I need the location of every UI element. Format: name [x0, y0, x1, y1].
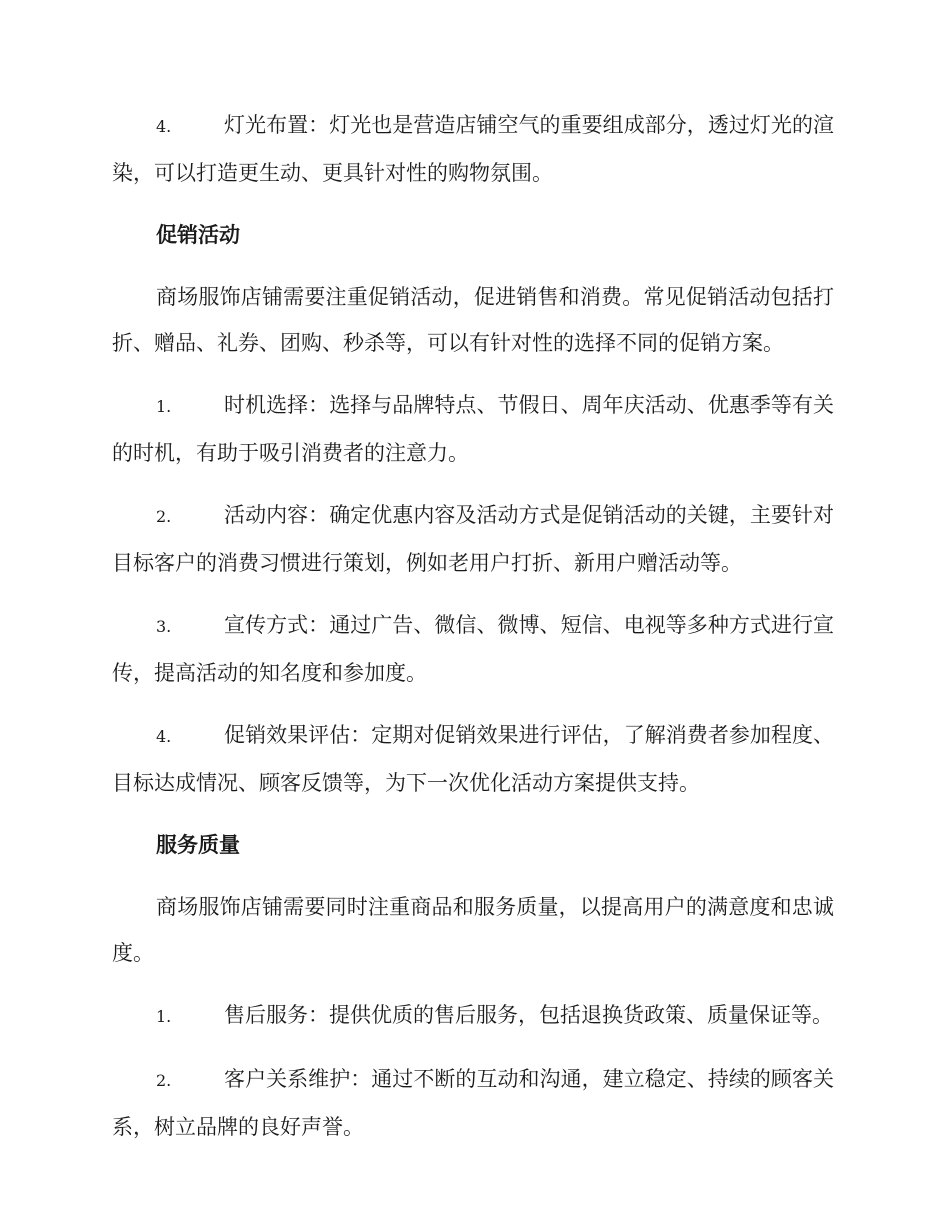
list-number: 3.: [156, 617, 172, 636]
list-item-promo-3: [112, 602, 834, 696]
list-text: 宣传方式：通过广告、微信、微博、短信、电视等多种方式进行宣传，提高活动的知名度和参加度。: [112, 613, 834, 685]
list-text: 灯光布置：灯光也是营造店铺空气的重要组成部分，透过灯光的渲染，可以打造更生动、更具针对性的购物氛围。: [112, 113, 834, 185]
list-number: 1.: [156, 1007, 172, 1026]
list-item-service-1: [112, 992, 834, 1040]
list-item-promo-1: [112, 382, 834, 476]
list-number: 4.: [156, 117, 172, 136]
list-text: 促销效果评估：定期对促销效果进行评估，了解消费者参加程度、目标达成情况、顾客反馈等，为下一次优化活动方案提供支持。: [112, 723, 834, 795]
list-number: 2.: [156, 1071, 172, 1090]
list-text: 活动内容：确定优惠内容及活动方式是促销活动的关键，主要针对目标客户的消费习惯进行策划，例如老用户打折、新用户赠活动等。: [112, 503, 834, 575]
section-heading-promotion: 促销活动: [156, 223, 240, 247]
section-heading-service: 服务质量: [156, 833, 240, 857]
promotion-intro-paragraph: 商场服饰店铺需要注重促销活动，促进销售和消费。常见促销活动包括打折、赠品、礼券、团购、秒杀等，可以有针对性的选择不同的促销方案。: [112, 285, 834, 355]
list-text: 客户关系维护：通过不断的互动和沟通，建立稳定、持续的顾客关系，树立品牌的良好声誉。: [112, 1067, 834, 1139]
list-item-promo-4: [112, 712, 834, 806]
list-item-promo-2: [112, 492, 834, 586]
list-text: 时机选择：选择与品牌特点、节假日、周年庆活动、优惠季等有关的时机，有助于吸引消费者的注意力。: [112, 393, 834, 465]
list-number: 2.: [156, 507, 172, 526]
list-item-service-2: [112, 1056, 834, 1150]
list-number: 1.: [156, 397, 172, 416]
list-number: 4.: [156, 727, 172, 746]
list-item-lighting: [112, 102, 834, 196]
list-text: 售后服务：提供优质的售后服务，包括退换货政策、质量保证等。: [224, 1003, 833, 1027]
service-intro-paragraph: 商场服饰店铺需要同时注重商品和服务质量，以提高用户的满意度和忠诚度。: [112, 895, 834, 965]
document-page: [112, 102, 834, 1166]
